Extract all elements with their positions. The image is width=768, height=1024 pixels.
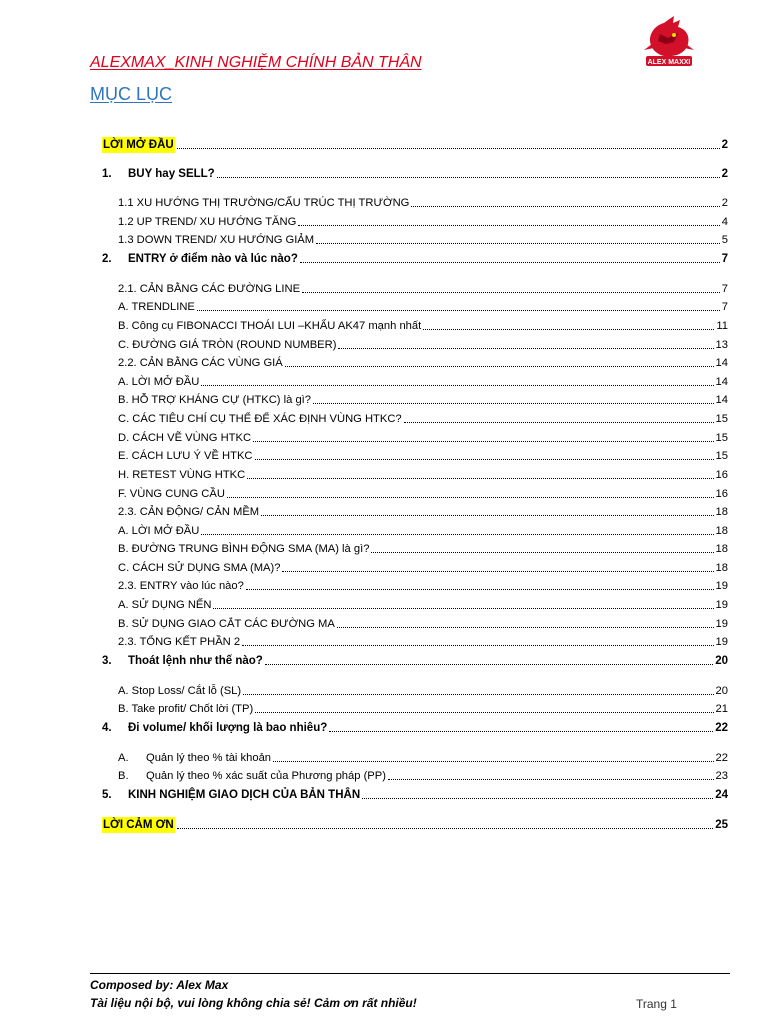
toc-entry[interactable]: 1.3 DOWN TREND/ XU HƯỚNG GIẢM 5 <box>118 234 728 246</box>
footer-divider <box>90 973 730 974</box>
toc-entry[interactable]: 2.3. ENTRY vào lúc nào? 19 <box>118 580 728 592</box>
toc-entry[interactable]: 2.2. CẢN BẰNG CÁC VÙNG GIÁ 14 <box>118 357 728 369</box>
toc-entry-buy-sell[interactable]: 1. BUY hay SELL? 2 <box>102 168 728 180</box>
toc-entry[interactable]: B. Quản lý theo % xác suất của Phương pháp (PP) 23 <box>118 770 728 782</box>
toc-entry[interactable]: C. CÁCH SỬ DỤNG SMA (MA)? 18 <box>118 562 728 574</box>
toc-heading: MỤC LỤC <box>90 84 173 104</box>
svg-text:ALEX MAXXI: ALEX MAXXI <box>647 59 691 66</box>
toc-entry[interactable]: A. Stop Loss/ Cắt lỗ (SL) 20 <box>118 685 728 697</box>
toc-entry[interactable]: 1.2 UP TREND/ XU HƯỚNG TĂNG 4 <box>118 216 728 228</box>
toc-entry[interactable]: H. RETEST VÙNG HTKC 16 <box>118 469 728 481</box>
toc-entry[interactable]: 1.1 XU HƯỚNG THỊ TRƯỜNG/CẤU TRÚC THỊ TRƯỜNG 2 <box>118 197 728 209</box>
page-number: Trang 1 <box>636 997 677 1011</box>
toc-entry[interactable]: A. SỬ DỤNG NẾN 19 <box>118 599 728 611</box>
toc-entry-entry[interactable]: 2. ENTRY ở điểm nào và lúc nào? 7 <box>102 253 728 265</box>
toc-entry[interactable]: B. ĐƯỜNG TRUNG BÌNH ĐỘNG SMA (MA) là gì? 18 <box>118 543 728 555</box>
toc-entry-intro[interactable]: LỜI MỞ ĐẦU 2 <box>103 139 728 151</box>
toc-entry[interactable]: B. SỬ DỤNG GIAO CẮT CÁC ĐƯỜNG MA 19 <box>118 618 728 630</box>
toc-entry[interactable]: C. CÁC TIÊU CHÍ CỤ THỂ ĐỂ XÁC ĐỊNH VÙNG HTKC? 15 <box>118 413 728 425</box>
toc-entry[interactable]: 2.3. TỔNG KẾT PHẦN 2 19 <box>118 636 728 648</box>
toc-entry[interactable]: A. Quản lý theo % tài khoản 22 <box>118 752 728 764</box>
footer-composed-by: Composed by: Alex Max <box>90 978 229 992</box>
toc-entry-exit[interactable]: 3. Thoát lệnh như thế nào? 20 <box>102 655 728 667</box>
toc-entry[interactable]: 2.1. CẢN BẰNG CÁC ĐƯỜNG LINE 7 <box>118 283 728 295</box>
toc-entry-volume[interactable]: 4. Đi volume/ khối lượng là bao nhiêu? 22 <box>102 722 728 734</box>
toc-entry[interactable]: 2.3. CẢN ĐỘNG/ CẢN MỀM 18 <box>118 506 728 518</box>
toc-entry[interactable]: A. LỜI MỞ ĐẦU 18 <box>118 525 728 537</box>
toc-entry[interactable]: F. VÙNG CUNG CẦU 16 <box>118 488 728 500</box>
toc-entry[interactable]: B. HỖ TRỢ KHÁNG CỰ (HTKC) là gì? 14 <box>118 394 728 406</box>
toc-entry[interactable]: A. TRENDLINE 7 <box>118 301 728 313</box>
footer-notice: Tài liệu nội bộ, vui lòng không chia sẻ! Cảm ơn rất nhiều! <box>90 996 417 1010</box>
toc-entry[interactable]: B. Take profit/ Chốt lời (TP) 21 <box>118 703 728 715</box>
toc-entry-experience[interactable]: 5. KINH NGHIỆM GIAO DỊCH CỦA BẢN THÂN 24 <box>102 789 728 801</box>
toc-entry[interactable]: B. Công cụ FIBONACCI THOÁI LUI –KHẨU AK47 mạnh nhất 11 <box>118 320 728 332</box>
toc-entry[interactable]: A. LỜI MỞ ĐẦU 14 <box>118 376 728 388</box>
toc-entry[interactable]: D. CÁCH VẼ VÙNG HTKC 15 <box>118 432 728 444</box>
toc-entry[interactable]: E. CÁCH LƯU Ý VỀ HTKC 15 <box>118 450 728 462</box>
toc-entry-thanks[interactable]: LỜI CẢM ƠN 25 <box>103 819 728 831</box>
document-title: ALEXMAX_KINH NGHIỆM CHÍNH BẢN THÂN <box>90 54 422 71</box>
toc-entry[interactable]: C. ĐƯỜNG GIÁ TRÒN (ROUND NUMBER) 13 <box>118 339 728 351</box>
